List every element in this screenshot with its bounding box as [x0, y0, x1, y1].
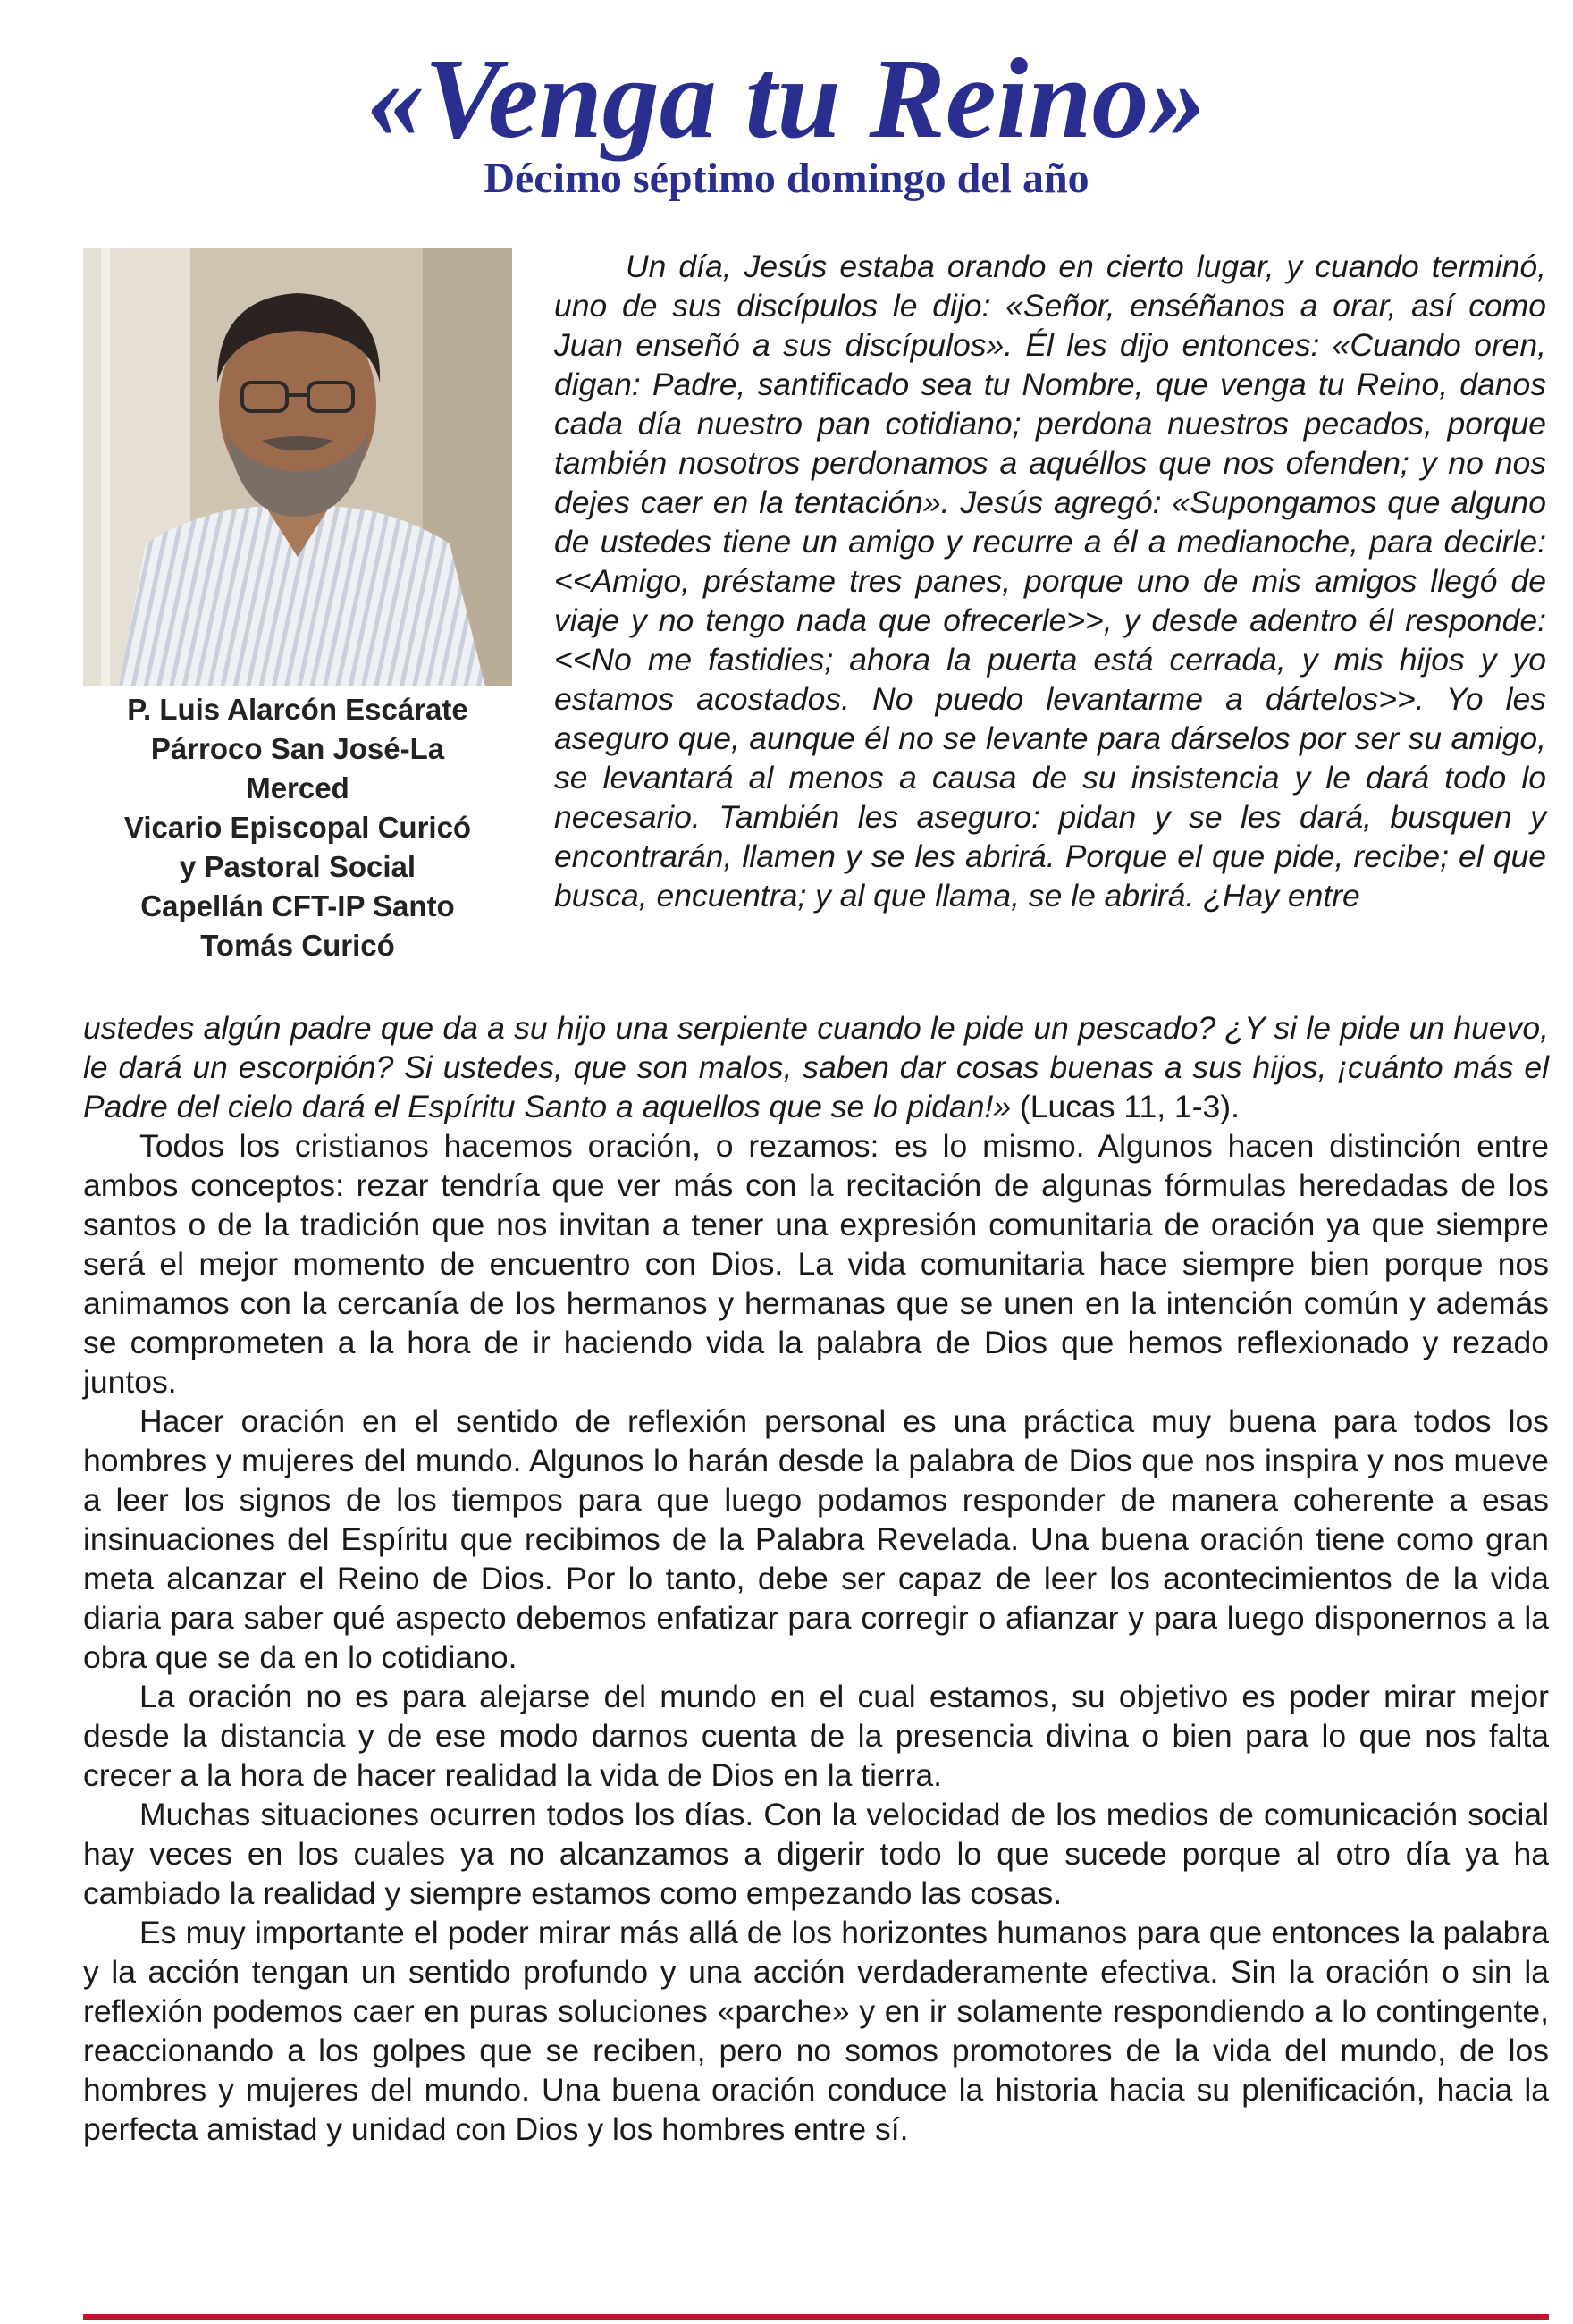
body-paragraph: Es muy importante el poder mirar más allá de los horizontes humanos para que entonces la palabra y la acción tengan un sentido profundo y una acción verdaderamente efectiva. Sin la oración o sin la reflexión podemos caer en puras soluciones «parche» y en ir solamente respondiendo a lo contingente, reaccionando a los golpes que se reciben, pero no somos promotores de la vida del mundo, de los hombres y mujeres del mundo. Una buena oración conduce la historia hacia su plenificación, hacia la perfecta amistad y unidad con Dios y los hombres entre sí. [83, 1915, 1549, 2147]
caption-line: Merced [246, 771, 349, 804]
author-caption [83, 690, 512, 965]
caption-line: P. Luis Alarcón Escárate [127, 693, 468, 726]
article-body [83, 1008, 1549, 2149]
caption-line: Capellán CFT-IP Santo [140, 889, 455, 922]
article-subtitle: Décimo séptimo domingo del año [484, 155, 1089, 202]
caption-line: Tomás Curicó [200, 929, 395, 962]
caption-line: y Pastoral Social [179, 850, 416, 883]
caption-line: Vicario Episcopal Curicó [123, 811, 472, 844]
caption-line: Párroco San José-La [150, 732, 445, 765]
body-paragraph: Todos los cristianos hacemos oración, o rezamos: es lo mismo. Algunos hacen distinción entre ambos conceptos: rezar tendría que ver más con la recitación de algunas fórmulas heredadas de los santos o de la tradición que nos invitan a tener una expresión comunitaria de oración ya que siempre será el mejor momento de encuentro con Dios. La vida comunitaria hace siempre bien porque nos animamos con la cercanía de los hermanos y hermanas que se unen en la intención común y además se comprometen a la hora de ir haciendo vida la palabra de Dios que hemos reflexionado y rezado juntos. [83, 1128, 1549, 1400]
article-title: «Venga tu Reino» [366, 35, 1207, 162]
gospel-passage-top: Un día, Jesús estaba orando en cierto lugar, y cuando terminó, uno de sus discípulos le dijo: «Señor, enséñanos a orar, así como Juan enseñó a sus discípulos». Él les dijo entonces: «Cuando oren, digan: Padre, santificado sea tu Nombre, que venga tu Reino, danos cada día nuestro pan cotidiano; perdona nuestros pecados, porque también nosotros perdonamos a aquéllos que nos ofenden; y no nos dejes caer en la tentación». Jesús agregó: «Supongamos que alguno de ustedes tiene un amigo y recurre a él a medianoche, para decirle: <<Amigo, préstame tres panes, porque uno de mis amigos llegó de viaje y no tengo nada que ofrecerle>>, y desde adentro él responde: <<No me fastidies; ahora la puerta está cerrada, y mis hijos y yo estamos acostados. No puedo levantarme a dártelos>>. Yo les aseguro que, aunque él no se levante para dárselos por ser su amigo, se levantará al menos a causa de su insistencia y le dará todo lo necesario. También les aseguro: pidan y se les dará, busquen y encontrarán, llamen y se les abrirá. Porque el que pide, recibe; el que busca, encuentra; y al que llama, se le abrirá. ¿Hay entre [554, 248, 1546, 914]
gospel-text-continuation: ustedes algún padre que da a su hijo una serpiente cuando le pide un pescado? ¿Y si le pide un huevo, le dará un escorpión? Si ustedes, que son malos, saben dar cosas buenas a sus hijos, ¡cuánto más el Padre del cielo dará el Espíritu Santo a aquellos que se lo pidan!» [83, 1010, 1549, 1124]
body-paragraph: Muchas situaciones ocurren todos los días. Con la velocidad de los medios de comunicación social hay veces en los cuales ya no alcanzamos a digerir todo lo que sucede porque al otro día ya ha cambiado la realidad y siempre estamos como empezando las cosas. [83, 1797, 1549, 1911]
body-paragraph: Hacer oración en el sentido de reflexión personal es una práctica muy buena para todos los hombres y mujeres del mundo. Algunos lo harán desde la palabra de Dios que nos inspira y nos mueve a leer los signos de los tiempos para que luego podamos responder de manera coherente a esas insinuaciones del Espíritu que recibimos de la Palabra Revelada. Una buena oración tiene como gran meta alcanzar el Reino de Dios. Por lo tanto, debe ser capaz de leer los acontecimientos de la vida diaria para saber qué aspecto debemos enfatizar para corregir o afianzar y para luego disponernos a la obra que se da en lo cotidiano. [83, 1403, 1549, 1675]
bottom-rule [83, 2314, 1549, 2320]
gospel-reference: (Lucas 11, 1-3). [1019, 1089, 1240, 1124]
gospel-passage-end [83, 1008, 1549, 1126]
body-paragraph: La oración no es para alejarse del mundo en el cual estamos, su objetivo es poder mirar mejor desde la distancia y de ese modo darnos cuenta de la presencia divina o bien para lo que nos falta crecer a la hora de hacer realidad la vida de Dios en la tierra. [83, 1679, 1549, 1793]
author-photo [83, 248, 512, 686]
